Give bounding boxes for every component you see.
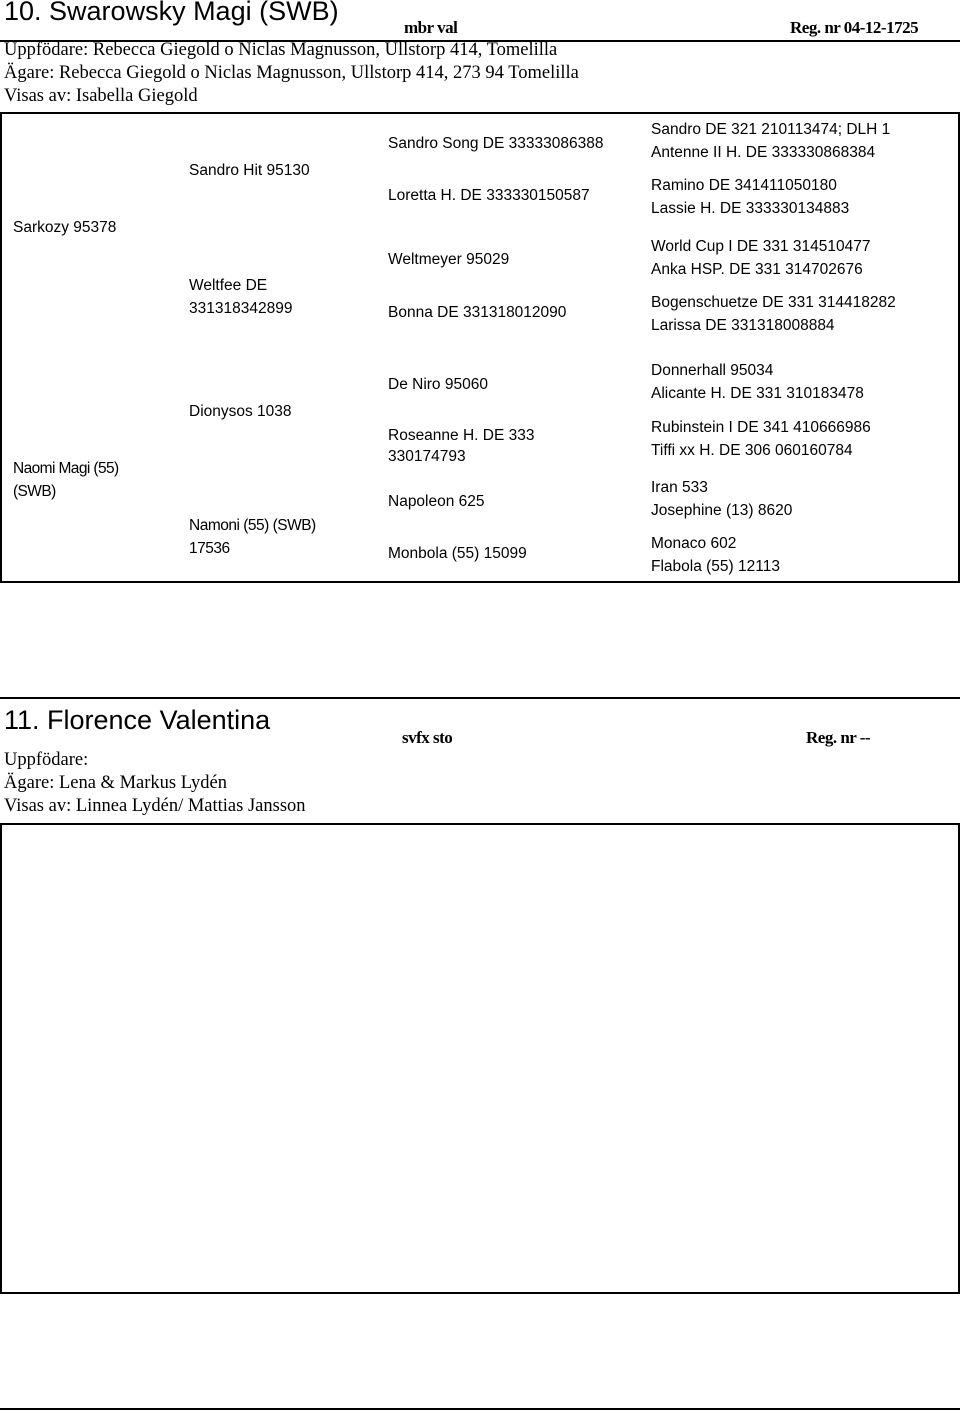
dam-sire-dam: Roseanne H. DE 333 330174793 bbox=[388, 427, 535, 465]
gen4-pair: Iran 533 Josephine (13) 8620 bbox=[651, 479, 793, 519]
class-tag: svfx sto bbox=[402, 728, 453, 747]
reg-number: Reg. nr -- bbox=[806, 728, 871, 747]
dam-dam-dam: Monbola (55) 15099 bbox=[388, 545, 527, 562]
footer-rule bbox=[0, 1408, 960, 1410]
dam: Naomi Magi (55) (SWB) bbox=[13, 460, 119, 500]
gen4-pair: Sandro DE 321 210113474; DLH 1 Antenne II H. DE 333330868384 bbox=[651, 121, 891, 161]
sire-dam: Weltfee DE 331318342899 bbox=[189, 277, 293, 317]
breeder-line: Uppfödare: bbox=[4, 750, 89, 770]
sire: Sarkozy 95378 bbox=[13, 219, 117, 236]
gen4-pair: Ramino DE 341411050180 Lassie H. DE 333330134883 bbox=[651, 177, 850, 217]
shown-by-line: Visas av: Isabella Giegold bbox=[4, 86, 198, 106]
dam-dam-sire: Napoleon 625 bbox=[388, 493, 485, 510]
sire-dam-dam: Bonna DE 331318012090 bbox=[388, 304, 567, 321]
dam-sire: Dionysos 1038 bbox=[189, 403, 292, 420]
gen4-pair: Bogenschuetze DE 331 314418282 Larissa DE 331318008884 bbox=[651, 294, 896, 334]
entry-title: 10. Swarowsky Magi (SWB) bbox=[4, 0, 339, 26]
dam-dam: Namoni (55) (SWB) 17536 bbox=[189, 517, 316, 557]
gen4-pair: Monaco 602 Flabola (55) 12113 bbox=[651, 535, 780, 575]
header-rule bbox=[0, 697, 960, 699]
pedigree-table-empty bbox=[0, 823, 960, 1294]
entry-title: 11. Florence Valentina bbox=[4, 705, 271, 735]
owner-line: Ägare: Rebecca Giegold o Niclas Magnusson, Ullstorp 414, 273 94 Tomelilla bbox=[4, 63, 579, 83]
breeder-line: Uppfödare: Rebecca Giegold o Niclas Magnusson, Ullstorp 414, Tomelilla bbox=[4, 40, 558, 60]
shown-by-line: Visas av: Linnea Lydén/ Mattias Jansson bbox=[4, 796, 306, 816]
sire-sire-dam: Loretta H. DE 333330150587 bbox=[388, 187, 590, 204]
gen4-pair: Donnerhall 95034 Alicante H. DE 331 310183478 bbox=[651, 362, 864, 402]
reg-number: Reg. nr 04-12-1725 bbox=[790, 18, 919, 37]
sire-sire: Sandro Hit 95130 bbox=[189, 162, 310, 179]
gen4-pair: World Cup I DE 331 314510477 Anka HSP. DE 331 314702676 bbox=[651, 238, 871, 278]
gen4-pair: Rubinstein I DE 341 410666986 Tiffi xx H. DE 306 060160784 bbox=[651, 419, 871, 459]
sire-dam-sire: Weltmeyer 95029 bbox=[388, 251, 510, 268]
owner-line: Ägare: Lena & Markus Lydén bbox=[4, 773, 227, 793]
sire-sire-sire: Sandro Song DE 33333086388 bbox=[388, 135, 604, 152]
dam-sire-sire: De Niro 95060 bbox=[388, 376, 488, 393]
class-tag: mbr val bbox=[404, 18, 458, 37]
